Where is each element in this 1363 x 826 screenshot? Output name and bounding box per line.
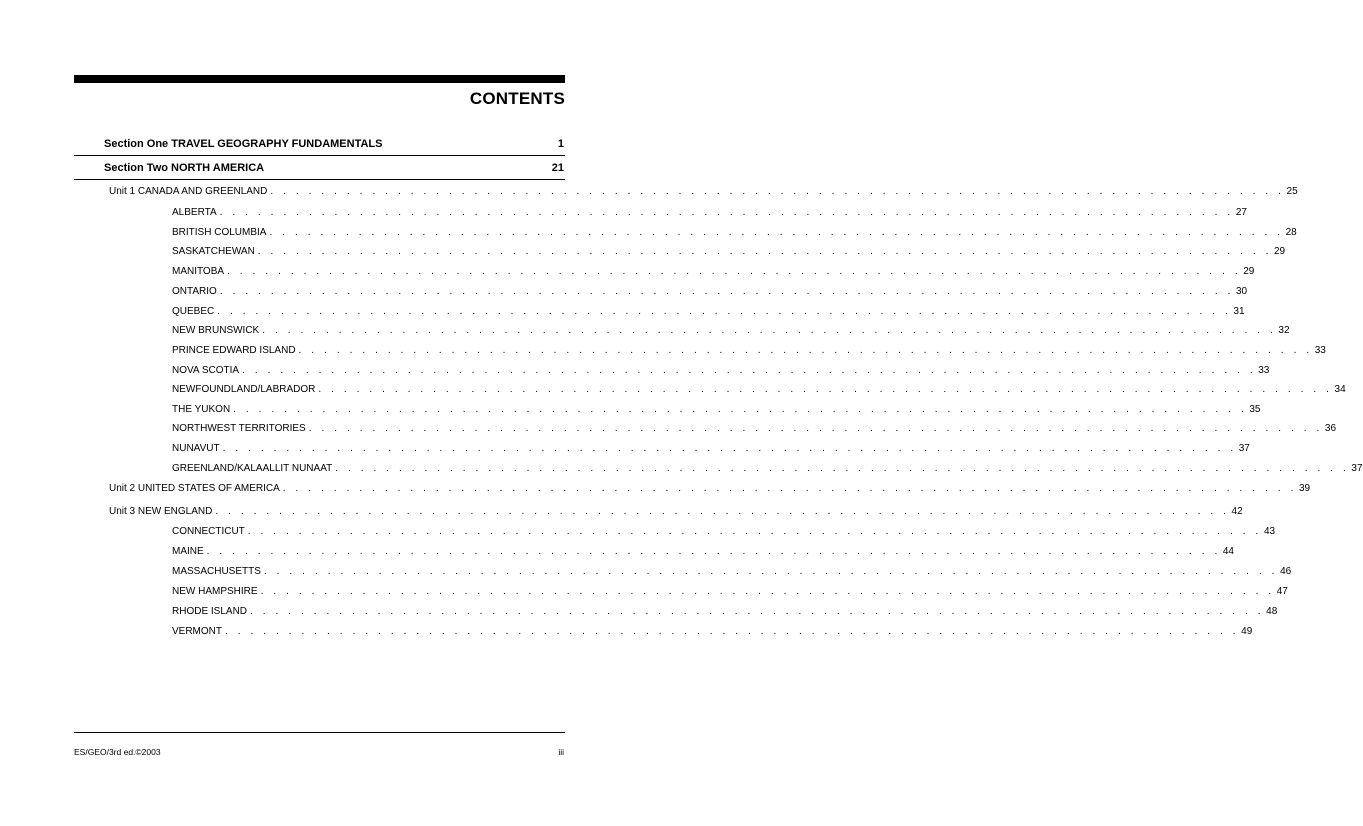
toc-entry-page-number: 48 [1266,606,1278,617]
dot-leader: . . . . . . . . . . . . . . . . . . . . . . . . . . . . . . . . . . . . . . . . . . . . . . . . . . . . . . . . . . . . . . . . . . . . . . . . . . . . . . . . [217,306,1232,317]
toc-entry-label: MAINE [172,546,204,557]
dot-leader: . . . . . . . . . . . . . . . . . . . . . . . . . . . . . . . . . . . . . . . . . . . . . . . . . . . . . . . . . . . . . . . . . . . . . . . . . . . . . . . . [215,506,1230,517]
dot-leader: . . . . . . . . . . . . . . . . . . . . . . . . . . . . . . . . . . . . . . . . . . . . . . . . . . . . . . . . . . . . . . . . . . . . . . . . . . . . . . . . [225,626,1240,637]
toc-entry-label: SASKATCHEWAN [172,246,255,257]
toc-subentry[interactable] [172,423,1337,437]
toc-entry-label: GREENLAND/KALAALLIT NUNAAT [172,463,333,474]
toc-subentry[interactable] [172,345,1326,359]
toc-unit-entry[interactable] [109,506,1243,520]
toc-entry-label: NOVA SCOTIA [172,365,240,376]
toc-subentry[interactable] [172,286,1248,300]
toc-entry-page-number: 35 [1249,404,1261,415]
toc-entry-label: ALBERTA [172,207,217,218]
section-page-number: 1 [557,138,564,150]
dot-leader: . . . . . . . . . . . . . . . . . . . . . . . . . . . . . . . . . . . . . . . . . . . . . . . . . . . . . . . . . . . . . . . . . . . . . . . . . . . . . . . . [250,606,1265,617]
toc-subentry[interactable] [172,266,1255,280]
dot-leader: . . . . . . . . . . . . . . . . . . . . . . . . . . . . . . . . . . . . . . . . . . . . . . . . . . . . . . . . . . . . . . . . . . . . . . . . . . . . . . . . [227,266,1242,277]
toc-unit-entry[interactable] [109,483,1311,497]
toc-entry-page-number: 49 [1241,626,1253,637]
toc-entry-page-number: 39 [1298,483,1311,494]
toc-entry-page-number: 44 [1222,546,1234,557]
toc-subentry[interactable] [172,566,1292,580]
section-one-entry[interactable] [104,138,564,150]
toc-entry-label: RHODE ISLAND [172,606,248,617]
toc-subentry[interactable] [172,227,1297,241]
section-label: Section One TRAVEL GEOGRAPHY FUNDAMENTALS [104,138,383,150]
top-rule [74,75,565,83]
toc-entry-page-number: 36 [1324,423,1337,434]
toc-subentry[interactable] [172,606,1278,620]
toc-entry-label: THE YUKON [172,404,231,415]
toc-entry-label: NEWFOUNDLAND/LABRADOR [172,384,316,395]
toc-subentry[interactable] [172,207,1247,221]
toc-entry-label: MASSACHUSETTS [172,566,261,577]
footer-rule [74,732,565,733]
toc-entry-page-number: 37 [1351,463,1363,474]
dot-leader: . . . . . . . . . . . . . . . . . . . . . . . . . . . . . . . . . . . . . . . . . . . . . . . . . . . . . . . . . . . . . . . . . . . . . . . . . . . . . . . . [308,423,1323,434]
toc-entry-label: NUNAVUT [172,443,220,454]
footer-copyright: ES/GEO/3rd ed.©2003 [74,747,161,757]
toc-subentry[interactable] [172,404,1261,418]
dot-leader: . . . . . . . . . . . . . . . . . . . . . . . . . . . . . . . . . . . . . . . . . . . . . . . . . . . . . . . . . . . . . . . . . . . . . . . . . . . . . . . . [233,404,1248,415]
page-title: CONTENTS [469,89,565,108]
dot-leader: . . . . . . . . . . . . . . . . . . . . . . . . . . . . . . . . . . . . . . . . . . . . . . . . . . . . . . . . . . . . . . . . . . . . . . . . . . . . . . . . [298,345,1313,356]
toc-entry-page-number: 29 [1273,246,1286,257]
toc-subentry[interactable] [172,443,1250,457]
toc-entry-label: PRINCE EDWARD ISLAND [172,345,296,356]
toc-entry-page-number: 34 [1334,384,1346,395]
toc-entry-label: VERMONT [172,626,222,637]
toc-entry-label: Unit 3 NEW ENGLAND [109,506,213,517]
toc-entry-label: Unit 1 CANADA AND GREENLAND [109,186,268,197]
toc-entry-label: BRITISH COLUMBIA [172,227,267,238]
toc-entry-page-number: 31 [1233,306,1245,317]
toc-entry-page-number: 33 [1314,345,1326,356]
toc-subentry[interactable] [172,463,1363,477]
toc-entry-page-number: 37 [1238,443,1250,454]
toc-entry-page-number: 30 [1235,286,1248,297]
dot-leader: . . . . . . . . . . . . . . . . . . . . . . . . . . . . . . . . . . . . . . . . . . . . . . . . . . . . . . . . . . . . . . . . . . . . . . . . . . . . . . . . [247,526,1262,537]
section-two-entry[interactable] [104,162,564,174]
toc-entry-label: Unit 2 UNITED STATES OF AMERICA [109,483,280,494]
toc-unit-entry[interactable] [109,186,1298,200]
section-page-number: 21 [551,162,564,174]
toc-subentry[interactable] [172,384,1346,398]
dot-leader: . . . . . . . . . . . . . . . . . . . . . . . . . . . . . . . . . . . . . . . . . . . . . . . . . . . . . . . . . . . . . . . . . . . . . . . . . . . . . . . . [335,463,1350,474]
toc-subentry[interactable] [172,325,1290,339]
dot-leader: . . . . . . . . . . . . . . . . . . . . . . . . . . . . . . . . . . . . . . . . . . . . . . . . . . . . . . . . . . . . . . . . . . . . . . . . . . . . . . . . [260,586,1275,597]
section-divider [74,179,565,180]
toc-entry-page-number: 28 [1285,227,1297,238]
dot-leader: . . . . . . . . . . . . . . . . . . . . . . . . . . . . . . . . . . . . . . . . . . . . . . . . . . . . . . . . . . . . . . . . . . . . . . . . . . . . . . . . [222,443,1237,454]
toc-subentry[interactable] [172,246,1286,260]
dot-leader: . . . . . . . . . . . . . . . . . . . . . . . . . . . . . . . . . . . . . . . . . . . . . . . . . . . . . . . . . . . . . . . . . . . . . . . . . . . . . . . . [219,207,1234,218]
toc-entry-label: MANITOBA [172,266,225,277]
section-divider [74,155,565,156]
dot-leader: . . . . . . . . . . . . . . . . . . . . . . . . . . . . . . . . . . . . . . . . . . . . . . . . . . . . . . . . . . . . . . . . . . . . . . . . . . . . . . . . [206,546,1221,557]
dot-leader: . . . . . . . . . . . . . . . . . . . . . . . . . . . . . . . . . . . . . . . . . . . . . . . . . . . . . . . . . . . . . . . . . . . . . . . . . . . . . . . . [270,186,1285,197]
toc-entry-page-number: 25 [1286,186,1298,197]
dot-leader: . . . . . . . . . . . . . . . . . . . . . . . . . . . . . . . . . . . . . . . . . . . . . . . . . . . . . . . . . . . . . . . . . . . . . . . . . . . . . . . . [257,246,1272,257]
section-label: Section Two NORTH AMERICA [104,162,265,174]
dot-leader: . . . . . . . . . . . . . . . . . . . . . . . . . . . . . . . . . . . . . . . . . . . . . . . . . . . . . . . . . . . . . . . . . . . . . . . . . . . . . . . . [262,325,1277,336]
toc-entry-page-number: 47 [1276,586,1288,597]
dot-leader: . . . . . . . . . . . . . . . . . . . . . . . . . . . . . . . . . . . . . . . . . . . . . . . . . . . . . . . . . . . . . . . . . . . . . . . . . . . . . . . . [318,384,1333,395]
toc-entry-label: NORTHWEST TERRITORIES [172,423,306,434]
toc-entry-label: ONTARIO [172,286,217,297]
dot-leader: . . . . . . . . . . . . . . . . . . . . . . . . . . . . . . . . . . . . . . . . . . . . . . . . . . . . . . . . . . . . . . . . . . . . . . . . . . . . . . . . [263,566,1279,577]
toc-entry-page-number: 29 [1243,266,1255,277]
toc-entry-label: QUEBEC [172,306,215,317]
toc-subentry[interactable] [172,526,1276,540]
toc-subentry[interactable] [172,626,1253,640]
dot-leader: . . . . . . . . . . . . . . . . . . . . . . . . . . . . . . . . . . . . . . . . . . . . . . . . . . . . . . . . . . . . . . . . . . . . . . . . . . . . . . . . [282,483,1297,494]
toc-subentry[interactable] [172,586,1288,600]
toc-entry-page-number: 43 [1263,526,1276,537]
dot-leader: . . . . . . . . . . . . . . . . . . . . . . . . . . . . . . . . . . . . . . . . . . . . . . . . . . . . . . . . . . . . . . . . . . . . . . . . . . . . . . . . [219,286,1234,297]
toc-entry-page-number: 46 [1280,566,1292,577]
toc-entry-label: CONNECTICUT [172,526,245,537]
toc-entry-label: NEW BRUNSWICK [172,325,260,336]
toc-entry-page-number: 33 [1258,365,1270,376]
toc-subentry[interactable] [172,365,1270,379]
toc-entry-label: NEW HAMPSHIRE [172,586,258,597]
toc-entry-page-number: 42 [1231,506,1243,517]
toc-subentry[interactable] [172,306,1245,320]
dot-leader: . . . . . . . . . . . . . . . . . . . . . . . . . . . . . . . . . . . . . . . . . . . . . . . . . . . . . . . . . . . . . . . . . . . . . . . . . . . . . . . . [242,365,1257,376]
footer-page-number: iii [558,747,564,757]
toc-subentry[interactable] [172,546,1234,560]
toc-entry-page-number: 27 [1235,207,1247,218]
toc-entry-page-number: 32 [1278,325,1290,336]
dot-leader: . . . . . . . . . . . . . . . . . . . . . . . . . . . . . . . . . . . . . . . . . . . . . . . . . . . . . . . . . . . . . . . . . . . . . . . . . . . . . . . . [269,227,1284,238]
